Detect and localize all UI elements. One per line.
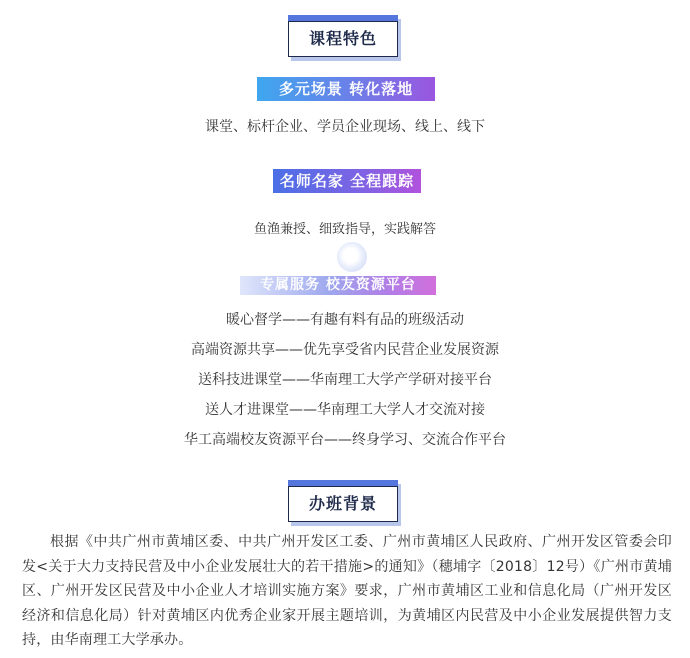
- scene-description: 课堂、标杆企业、学员企业现场、线上、线下: [205, 119, 485, 135]
- list-item: 华工高端校友资源平台——终身学习、交流合作平台: [184, 432, 506, 448]
- section-title-background: [288, 480, 398, 522]
- background-paragraph: 根据《中共广州市黄埔区委、中共广州开发区工委、广州市黄埔区人民政府、广州开发区管委会印发<关于大力支持民营及中小企业发展壮大的若干措施>的通知》（穗埔字〔2018〕12号）《广州市黄埔区、广州开发区民营及中小企业人才培训实施方案》要求，广州市黄埔区工业和信息化局（广州开发区经济和信息化局）针对黄埔区内优秀企业家开展主题培训，为黄埔区内民营及中小企业发展提供智力支持，由华南理工大学承办。: [22, 534, 672, 648]
- decorative-circle-icon: [337, 242, 367, 272]
- section-title-course-features: [288, 15, 398, 57]
- list-item: 高端资源共享——优先享受省内民营企业发展资源: [191, 342, 499, 358]
- section-title-text: 课程特色: [308, 29, 377, 48]
- teacher-description: 鱼渔兼授、细致指导，实践解答: [253, 222, 436, 237]
- banner-scene: 多元场景 转化落地: [257, 77, 435, 101]
- title-box-cap: [288, 15, 398, 22]
- list-item: 送人才进课堂——华南理工大学人才交流对接: [205, 402, 485, 418]
- section-title-text: 办班背景: [308, 494, 377, 513]
- banner-teacher: 名师名家 全程跟踪: [273, 169, 421, 193]
- service-list: [0, 310, 690, 460]
- list-item: 暖心督学——有趣有料有品的班级活动: [226, 312, 464, 328]
- title-box-cap: [288, 480, 398, 487]
- list-item: 送科技进课堂——华南理工大学产学研对接平台: [198, 372, 492, 388]
- banner-service: 专属服务 校友资源平台: [240, 276, 436, 295]
